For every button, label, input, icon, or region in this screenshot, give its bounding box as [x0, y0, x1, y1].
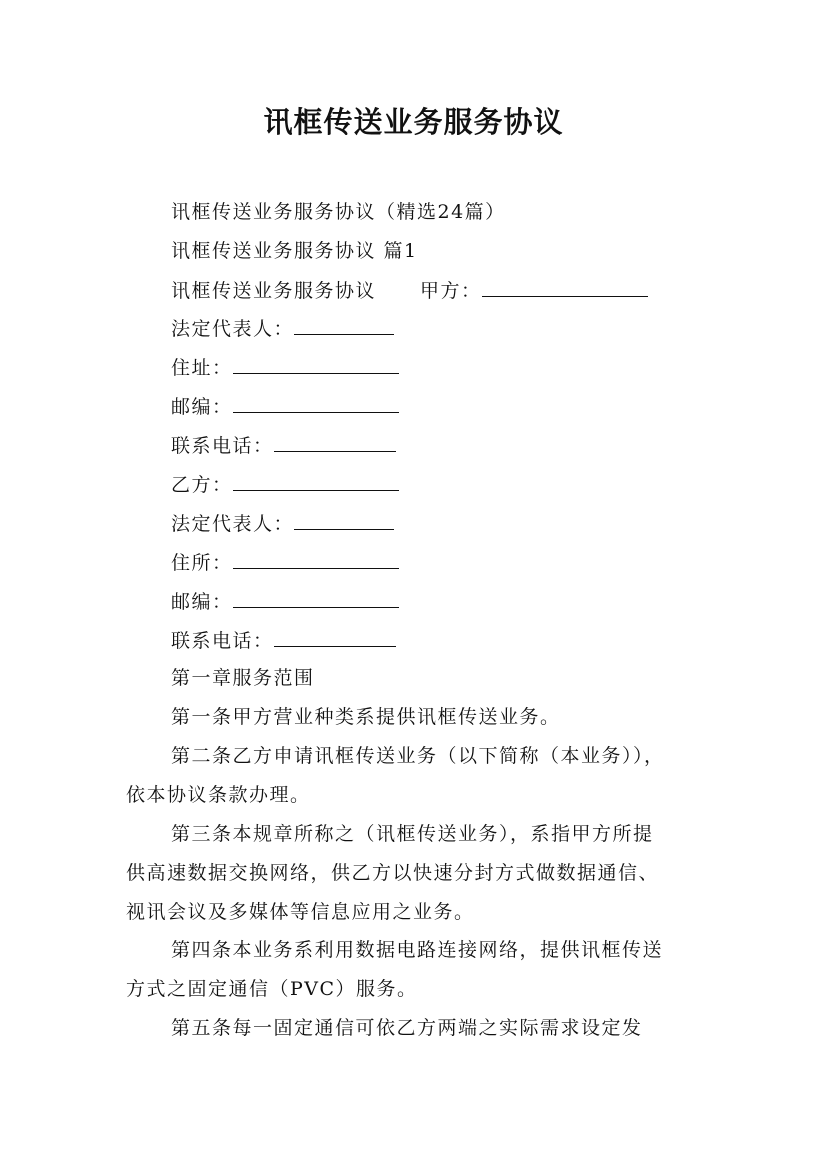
party-a-label: 甲方： — [420, 280, 482, 302]
party-a-phone — [171, 433, 396, 458]
page-title: 讯框传送业务服务协议 — [263, 105, 564, 139]
field-label: 法定代表人： — [171, 318, 295, 340]
article-3-line-2: 供高速数据交换网络，供乙方以快速分封方式做数据通信、 — [126, 862, 660, 884]
article-2-line-2: 依本协议条款办理。 — [126, 784, 311, 806]
field-blank — [294, 511, 394, 530]
party-b-phone — [171, 628, 396, 653]
field-label: 邮编： — [171, 591, 233, 613]
party-a-blank — [482, 278, 648, 297]
article-3-line-1: 第三条本规章所称之（讯框传送业务），系指甲方所提 — [171, 823, 654, 845]
field-label: 住所： — [171, 552, 233, 574]
party-b-address — [171, 550, 399, 575]
field-label: 住址： — [171, 357, 233, 379]
chapter-heading: 第一章服务范围 — [171, 667, 315, 689]
field-label: 联系电话： — [171, 435, 274, 457]
party-a-postcode — [171, 394, 399, 419]
article-4-line-2: 方式之固定通信（PVC）服务。 — [126, 978, 418, 1000]
field-label: 法定代表人： — [171, 513, 295, 535]
field-blank — [274, 628, 396, 647]
party-a-address — [171, 355, 399, 380]
article-3-line-3: 视讯会议及多媒体等信息应用之业务。 — [126, 901, 475, 923]
field-blank — [233, 394, 399, 413]
field-blank — [294, 316, 394, 335]
article-5-line-1: 第五条每一固定通信可依乙方两端之实际需求设定发 — [171, 1017, 643, 1039]
field-blank — [233, 589, 399, 608]
party-b-label: 乙方： — [171, 474, 233, 496]
field-blank — [233, 355, 399, 374]
field-label: 联系电话： — [171, 630, 274, 652]
party-a-line — [171, 278, 648, 303]
field-label: 邮编： — [171, 396, 233, 418]
article-2-line-1: 第二条乙方申请讯框传送业务（以下简称（本业务））， — [171, 745, 665, 767]
document-subtitle: 讯框传送业务服务协议（精选24篇） — [171, 201, 506, 223]
field-blank — [233, 550, 399, 569]
field-blank — [274, 433, 396, 452]
agreement-name: 讯框传送业务服务协议 — [171, 280, 377, 302]
party-b-line — [171, 472, 399, 497]
article-4-line-1: 第四条本业务系利用数据电路连接网络，提供讯框传送 — [171, 939, 664, 961]
party-b-postcode — [171, 589, 399, 614]
party-a-legal-rep — [171, 316, 394, 341]
field-blank — [233, 472, 399, 491]
section-heading: 讯框传送业务服务协议 篇1 — [171, 240, 418, 262]
party-b-legal-rep — [171, 511, 394, 536]
article-1: 第一条甲方营业种类系提供讯框传送业务。 — [171, 706, 561, 728]
